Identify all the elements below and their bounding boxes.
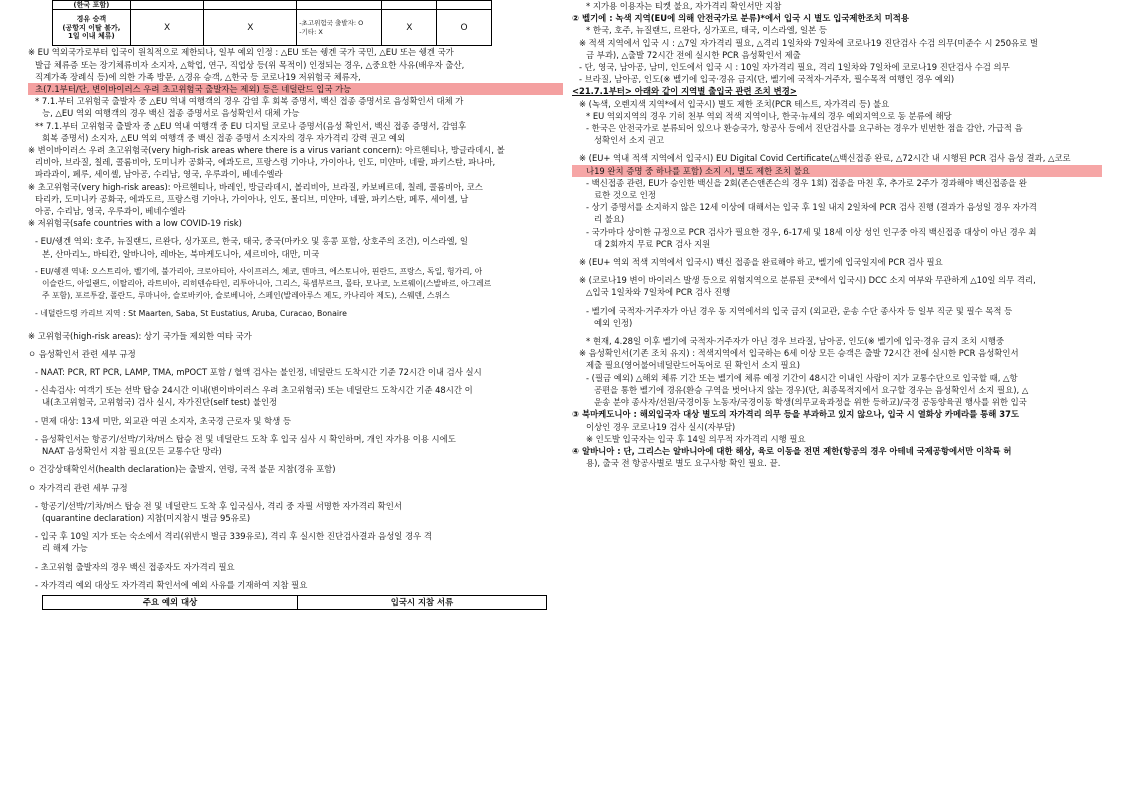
text-line: 직계가족 장례식 등)에 의한 가족 방문, △경유 승객, △한국 등 코로나19 저위험국 체류자, — [35, 71, 361, 82]
text-line: ※ EU 역외국가로부터 입국이 원칙적으로 제한되나, 일부 예외 인정 : △EU 또는 쉥겐 국가 국민, △EU 또는 쉥겐 국가 — [28, 47, 454, 58]
text-line: ※ 고위험국(high-risk areas): 상기 국가들 제외한 여타 국가 — [28, 330, 252, 341]
text-line: - 벨기에 국적자·거주자가 아닌 경우 동 지역에서의 입국 금지 (외교관, 운송 수단 종사자 등 일부 직군 및 필수 목적 등 — [586, 305, 1013, 316]
text-line: - 한국은 안전국가로 분류되어 있으나 환승국가, 항공사 등에서 진단검사를 요구하는 경우가 빈번한 점을 감안, 가급적 음 — [586, 123, 1023, 134]
text-line: 금 부과), △출발 72시간 전에 실시한 PCR 음성확인서 제출 — [586, 49, 801, 60]
text-line: ㅇ 음성확인서 관련 세부 규정 — [28, 348, 136, 359]
text-line: - 상기 증명서를 소지하지 않은 12세 이상에 대해서는 입국 후 1일 내지 2일차에 PCR 검사 진행 (결과가 음성일 경우 자가격 — [586, 202, 1037, 213]
text-line: - 항공기/선박/기차/버스 탑승 전 및 네덜란드 도착 후 입국심사, 격리 중 자필 서명한 자가격리 확인서 — [35, 500, 402, 511]
text-line: 료한 것으로 인정 — [594, 190, 656, 201]
text-line: ※ (EU+ 역외 적색 지역에서 입국시) 백신 접종을 완료해야 하고, 벨기에 입국일지에 PCR 검사 필요 — [579, 257, 943, 268]
text-line: 용), 출국 전 항공사별로 별도 요구사항 확인 필요. 끝. — [586, 458, 781, 469]
text-line: * 7.1.부터 고위험국 출발자 중 △EU 역내 여행객의 경우 감염 후 회복 증명서, 백신 접종 증명서로 음성확인서 대체 가 — [35, 96, 464, 107]
text-line: 운송 분야 종사자/선원/국경이동 노동자/국경이동 학생(의무교육과정을 위한 등하교)/국경 공동양육권 행사를 위한 입국 — [594, 397, 1027, 408]
top-table-cell — [130, 1, 204, 10]
text-line: 초(7.1부터/단, 변이바이러스 우려 초고위험국 출발자는 제외) 등은 네덜란드 입국 가능 — [28, 83, 563, 95]
table-header: 주요 예외 대상 — [43, 595, 298, 609]
text-line: ④ 알바니아 : 단, 그리스는 알바니아에 대한 해상, 육로 이동을 전면 제한(항공의 경우 아테네 국제공항에서만 이착륙 허 — [572, 445, 1012, 456]
text-line: - EU/쉥겐 역외: 호주, 뉴질랜드, 르완다, 싱가포르, 한국, 태국, 중국(마카오 및 홍콩 포함, 상호주의 조건), 이스라엘, 일 — [35, 236, 468, 247]
text-line: - (필금 예외) △해외 체류 기간 또는 벨기에 체류 예정 기간이 48시간 이내인 사람이 지가 교통수단으로 입국할 때, △항 — [586, 372, 1018, 383]
cell-line: -초고위험국 출발자: O — [299, 18, 364, 27]
text-line: - 자가격리 예외 대상도 자가격리 확인서에 예외 사유를 기재하여 지참 필요 — [35, 579, 308, 590]
text-line: ㅇ 건강상태확인서(health declaration)는 출발지, 연령, 국적 불문 지참(경유 포함) — [28, 464, 336, 475]
text-line: - 브라질, 남아공, 인도(※ 벨기에 입국·경유 금지(단, 벨기에 국적자·거주자, 필수목적 여행인 경우 예외) — [579, 74, 955, 85]
text-line: - NAAT: PCR, RT PCR, LAMP, TMA, mPOCT 포함 / 혈액 검사는 불인정, 네덜란드 도착시간 기준 72시간 이내 검사 실시 — [35, 367, 482, 378]
spacer — [28, 321, 563, 330]
text-line: 이상인 경우 코로나19 검사 실시(자부담) — [586, 421, 736, 432]
text-line: 내(초고위험국, 고위험국) 검사 실시, 자가진단(self test) 불인정 — [42, 397, 278, 408]
text-line: - 신속검사: 여객기 또는 선박 탑승 24시간 이내(변이바이러스 우려 초고위험국) 또는 네덜란드 도착시간 기준 48시간 이 — [35, 385, 473, 396]
text-line: - 네덜란드령 카리브 지역 : St Maarten, Saba, St Eustatius, Aruba, Curacao, Bonaire — [35, 309, 347, 319]
text-line: - 백신접종 관련, EU가 승인한 백신을 2회(존슨앤존슨의 경우 1회) 접종을 마친 후, 추가로 2주가 경과해야 백신접종을 완 — [586, 177, 1027, 188]
text-line: ③ 북마케도니아 : 해외입국자 대상 별도의 자가격리 의무 등을 부과하고 있지 않으나, 입국 시 열화상 카메라를 통해 37도 — [572, 409, 1019, 420]
text-line: ※ (EU+ 역내 적색 지역에서 입국시) EU Digital Covid Certificate(△백신접종 완료, △72시간 내 시행된 PCR 검사 음성 결과, △코로 — [579, 153, 1071, 164]
text-line: ※ 인도발 입국자는 입국 후 14일 의무적 자가격리 시행 필요 — [586, 433, 806, 444]
text-line: ㅇ 자가격리 관련 세부 규정 — [28, 482, 128, 493]
text-line: * 현재, 4.28일 이후 벨기에 국적자·거주자가 아닌 경우 브라질, 남아공, 인도(※ 벨기에 입국·경유 금지 조치 시행중 — [586, 336, 1005, 347]
text-line: 리 해제 가능 — [42, 543, 88, 554]
text-line: 제출 필요(영어불어네덜란드어독어로 된 확인서 소지 필요) — [586, 360, 801, 371]
text-line: △입국 1일차와 7일차에 PCR 검사 진행 — [586, 287, 731, 298]
text-line: - 음성확인서는 항공기/선박/기차/버스 탑승 전 및 네덜란드 도착 후 입국 심사 시 확인하며, 개인 자가용 이용 시에도 — [35, 433, 456, 444]
label-line: 1일 이내 체류) — [67, 32, 115, 41]
left-column — [28, 0, 563, 610]
text-line: - 면제 대상: 13세 미만, 외교관 여권 소지자, 초국경 근로자 및 학생 등 — [35, 415, 292, 426]
right-column — [572, 0, 1102, 469]
top-table-cell — [297, 10, 382, 46]
left-body — [28, 46, 563, 591]
text-line: ※ 음성확인서(기존 조치 유지) : 적색지역에서 입국하는 6세 이상 모든 승객은 출발 72시간 전에 실시한 PCR 음성확인서 — [579, 348, 1019, 359]
text-line: 주 포함), 포르투갈, 폴란드, 루마니아, 슬로바키아, 슬로베니아, 스페인(발레아루스 제도, 카나리아 제도), 스웨덴, 스위스 — [42, 291, 450, 301]
text-line: 본, 산마리노, 바티칸, 알바니아, 레바논, 북마케도니아, 세르비아, 대만, 미국 — [42, 248, 320, 259]
text-line: ※ 변이바이러스 우려 초고위험국(very high-risk areas where there is a virus variant concern): 아르헨티나, 방글라데시, 볼 — [28, 145, 505, 156]
text-line: ** 7.1.부터 고위험국 출발자 중 △EU 역내 여행객 중 EU 디지털 코로나 증명서(음성 확인서, 백신 접종 증명서, 감염후 — [35, 120, 467, 131]
text-line: 나19 완치 증명 중 하나를 포함) 소지 시, 별도 제한 조치 불요 — [572, 165, 1102, 177]
top-table-cell — [382, 1, 437, 10]
top-table-cell: X — [130, 10, 204, 46]
right-body — [572, 0, 1102, 469]
top-table-row2-label — [53, 10, 131, 46]
text-line: 파라과이, 페루, 세이셸, 남아공, 수리남, 영국, 우루과이, 베네수엘라 — [35, 169, 283, 180]
text-line: ② 벨기에 : 녹색 지역(EU에 의해 안전국가로 분류)*에서 입국 시 별도 입국제한조치 미적용 — [572, 13, 909, 24]
exception-table — [42, 595, 547, 610]
top-table-cell — [297, 1, 382, 10]
table-header: 입국시 지참 서류 — [298, 595, 547, 609]
text-line: (quarantine declaration) 지참(미지참시 벌금 95유로) — [42, 512, 251, 523]
top-table-cell — [204, 1, 297, 10]
top-table-row1-label: (한국 포함) — [53, 1, 131, 10]
label-line: (공항지 이탈 불가, — [62, 23, 121, 32]
text-line: ※ (녹색, 오렌지색 지역*에서 입국시) 별도 제한 조치(PCR 테스트, 자가격리 등) 불요 — [579, 98, 890, 109]
cell-line: -기타: X — [299, 27, 323, 36]
text-line: 리 불요) — [594, 214, 625, 225]
top-table-cell: O — [437, 10, 492, 46]
text-line: - 국가마다 상이한 규정으로 PCR 검사가 필요한 경우, 6-17세 및 18세 이상 성인 인구중 아직 백신접종 대상이 아닌 경우 최 — [586, 226, 1037, 237]
text-line: - EU/쉥겐 역내: 오스트리아, 벨기에, 불가리아, 크로아티아, 사이프러스, 체코, 덴마크, 에스토니아, 핀란드, 프랑스, 독일, 헝가리, 아 — [35, 266, 483, 276]
text-line: - 입국 후 10일 지가 또는 숙소에서 격리(위반시 벌금 339유로), 격리 후 실시한 진단검사결과 음성일 경우 격 — [35, 531, 432, 542]
text-line: 회복 증명서) 소지자, △EU 역외 여행객 중 백신 접종 증명서 소지자의 경우 자가격리 강력 권고 예외 — [42, 132, 406, 143]
text-line: 능, △EU 역외 여행객의 경우 백신 접종 증명서로 음성확인서 대체 가능 — [42, 108, 300, 119]
text-line: ※ (코로나19 변이 바이러스 발생 등으로 위험지역으로 분류된 곳*에서 입국시) DCC 소지 여부와 무관하게 △10일 의무 격리, — [579, 275, 1036, 286]
text-line: 성확인서 소지 권고 — [594, 135, 665, 146]
text-line: 대 2회까지 무료 PCR 검사 지원 — [594, 238, 711, 249]
top-table-cell: X — [204, 10, 297, 46]
top-table — [52, 0, 492, 46]
label-line: 경유 승객 — [76, 15, 107, 24]
text-line: ※ 적색 지역에서 입국 시 : △7일 자가격리 필요, △격리 1일차와 7일차에 코로나19 진단검사 수검 의무(미준수 시 250유로 벌 — [579, 37, 1038, 48]
text-line: 이슬란드, 아일랜드, 이탈리아, 라트비아, 리히텐슈타인, 리투아니아, 그리스, 룩셈부르크, 몰타, 모나코, 노르웨이(스발바르, 아그레르 — [42, 279, 492, 289]
text-line: * 한국, 호주, 뉴질랜드, 르완다, 싱가포르, 태국, 이스라엘, 일본 등 — [586, 25, 827, 36]
text-line: 예외 인정) — [594, 317, 633, 328]
text-line: 발급 체류증 또는 장기체류비자 소지자, △학업, 연구, 직업상 등(위 목적이) 인정되는 경우, △중요한 사유(배우자 출산, — [35, 59, 465, 70]
text-line: * 지가용 이용자는 티켓 불요, 자가격리 확인서만 지참 — [586, 1, 782, 11]
text-line: NAAT 음성확인서 지참 필요(모든 교통수단 망라) — [42, 446, 222, 457]
top-table-cell: X — [382, 10, 437, 46]
text-line: 타리카, 도미니카 공화국, 에콰도르, 프랑스령 기아나, 가이아나, 인도, 몰디브, 미얀마, 네팔, 파키스탄, 페루, 세이셸, 남 — [35, 193, 469, 204]
text-line: - 단, 영국, 남아공, 남미, 인도에서 입국 시 : 10일 자가격리 필요, 격리 1일차와 7일차에 코로나19 진단검사 수검 의무 — [579, 62, 1010, 73]
text-line: - 초고위험 출발자의 경우 백신 접종자도 자가격리 필요 — [35, 561, 235, 572]
text-line: ※ 저위험국(safe countries with a low COVID-19 risk) — [28, 218, 242, 229]
top-table-cell — [437, 1, 492, 10]
text-line: ※ 초고위험국(very high-risk areas): 아르헨티나, 바레인, 방글라데시, 볼리비아, 브라질, 카보베르데, 칠레, 콜롬비아, 코스 — [28, 181, 483, 192]
text-line: 공편을 통한 벨기에 경유(환승 구역을 벗어나지 않는 경우)(단, 최종목적지에서 요구할 경우는 음성확인서 소지 필요), △ — [594, 384, 1029, 395]
text-line: 아공, 수리남, 영국, 우루과이, 베네수엘라 — [35, 206, 186, 217]
text-line: 리비아, 브라질, 칠레, 콜롬비아, 도미니카 공화국, 에콰도르, 프랑스령 기아나, 가이아나, 인도, 미얀마, 네팔, 파키스탄, 파나마, — [35, 157, 496, 168]
text-line: <21.7.1부터> 아래와 같이 지역별 출입국 관련 조치 변경> — [572, 86, 797, 97]
text-line: * EU 역외지역의 경우 기히 천부 역외 적색 지역이나, 한국·뉴세의 경우 예외지역으로 동 분류에 해당 — [586, 110, 952, 121]
